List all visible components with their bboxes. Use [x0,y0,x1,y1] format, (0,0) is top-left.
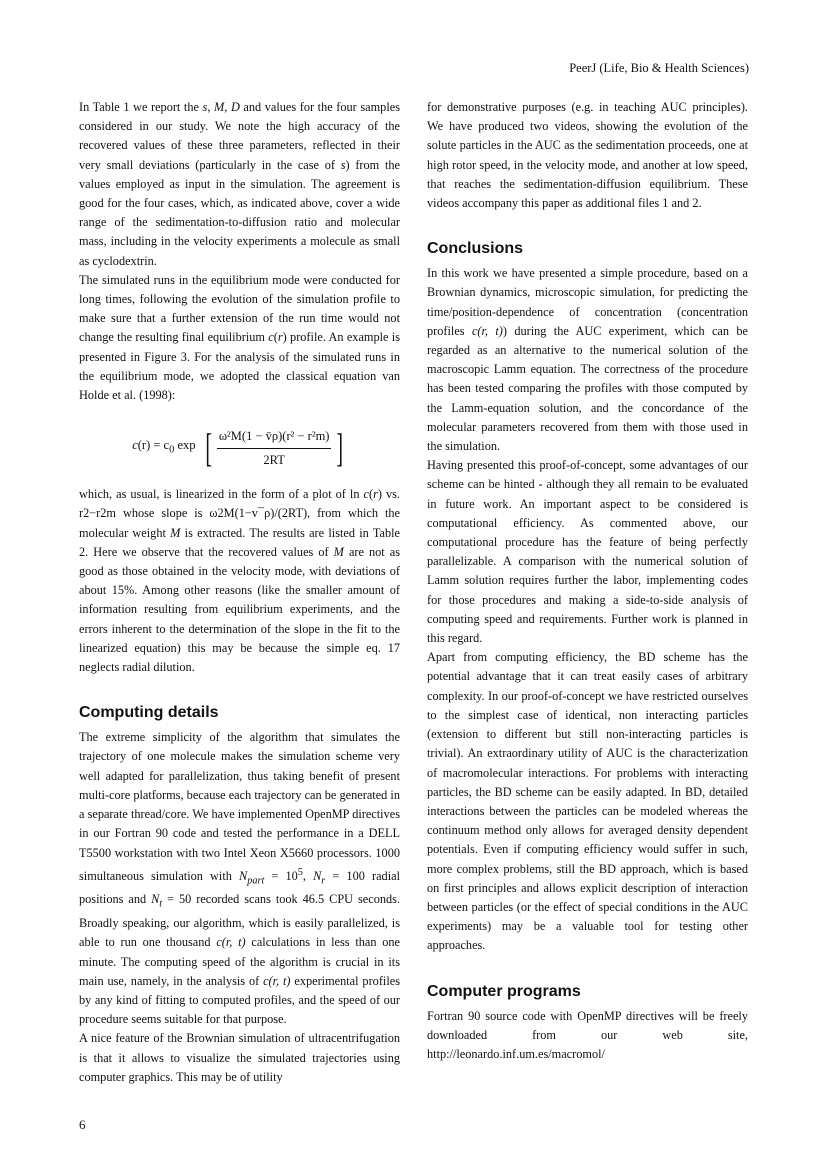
equation-denominator: 2RT [263,452,285,467]
paragraph: In Table 1 we report the s, M, D and values for the four samples considered in our study. We note the high accuracy of the recovered values of these three parameters, reflected in their very small deviations (particularly in the case of s) from the values employed as input in the simulation. The agreement is good for the four cases, which, as indicated above, cover a wide range of the sedimentation-to-diffusion ratio and molecular mass, including in the velocity experiments a molecule as small as cyclodextrin. [79,100,400,268]
paragraph: Fortran 90 source code with OpenMP directives will be freely downloaded from our web site, http://leonardo.inf.um.es/macromol/ [427,1008,748,1061]
paragraph: Apart from computing efficiency, the BD scheme has the potential advantage that it can treat easily cases of arbitrary complexity. In our proof-of-concept we have restricted ourselves to the simplest case of identical, non interacting particles (extension to different but still non-interacting particles is trivial). An extraordinary utility of AUC is the characterization of macromolecular interactions. For problems with interacting particles, the BD scheme can be easily adapted. In BD, detailed interactions between the particles can be modeled whereas the continuum method only allows for averaged density dependent potentials. Even if computing efficiency would suffer in such, more complex problems, still the BD approach, which is based on first principles and allows explicit description of interaction between particles (or the effect of special conditions in the AUC experiments) may be a valuable tool for testing other approaches. [427,650,748,953]
equation-numerator: ω²M(1 − v̄ρ)(r² − r²m) [217,427,332,449]
paragraph: A nice feature of the Brownian simulation of ultracentrifugation is that it allows to visualize the simulated trajectories using computer graphics. This may be of utility [79,1031,400,1084]
equilibrium-equation: $c(r) = c_0$ exp [ $\frac{\text{ω²M(1 − v̄ρ)(r² − r²m)}}{2RT}$ ] [132,425,344,471]
right-column [427,98,748,1064]
paragraph: for demonstrative purposes (e.g. in teaching AUC principles). We have produced two videos, showing the evolution of the solute particles in the AUC as the sedimentation proceeds, one at high rotor speed, in the velocity mode, and another at low speed, that reaches the sedimentation-diffusion equilibrium. These videos accompany this paper as additional files 1 and 2. [427,100,748,211]
paragraph: Having presented this proof-of-concept, some advantages of our scheme can be hinted - although they all remain to be evaluated in future work. An important aspect to be considered is computational efficiency. As commented above, our computational procedure has the feature of being perfectly parallelizable. A comparison with the numerical solution of Lamm solution requires further the labor, implementing codes for those procedures and making a side-to-side analysis of computing speed and requirements. Further work is planned in this regard. [427,458,748,646]
running-head: PeerJ (Life, Bio & Health Sciences) [569,61,749,75]
paragraph: The simulated runs in the equilibrium mode were conducted for long times, following the evolution of the simulation profile to make sure that a further extension of the run time would not change the resulting final equilibrium c(r) profile. An example is presented in Figure 3. For the analysis of the simulated runs in the equilibrium mode, we adopted the classical equation van Holde et al. (1998): [79,272,400,403]
section-heading-computing-details: Computing details [79,704,219,722]
paragraph: which, as usual, is linearized in the form of a plot of ln c(r) vs. r2−r2m whose slope is ω2M(1−v¯ρ)/(2RT), from which the molecular weight M is extracted. The results are listed in Table 2. Here we observe that the recovered values of M are not as good as those obtained in the velocity mode, with deviations of about 15%. Among other reasons (like the smaller amount of information resulting from equilibrium experiments, and the errors inherent to the determination of the slope in the fit to the linearized equation) this may be because the simple eq. 17 neglects radial dilution. [79,487,401,675]
section-heading-computer-programs: Computer programs [427,982,581,1000]
section-heading-conclusions: Conclusions [427,240,524,258]
equation-fraction [217,427,332,470]
page-number: 6 [79,1117,86,1132]
paragraph: In this work we have presented a simple procedure, based on a Brownian dynamics, microscopic simulation, for predicting the time/position-dependence of concentration (concentration profiles c(r, t)) during the AUC experiment, which can be regarded as an alternative to the numerical solution of the macroscopic Lamm equation. The correctness of the procedure has been tested comparing the profiles with those computed by the Lamm-equation solution, and the concordance of the molecular parameters recovered from them with those used in the simulation. [427,266,748,454]
left-column [79,98,400,1087]
paragraph: The extreme simplicity of the algorithm that simulates the trajectory of one molecule makes the simulation scheme very well adapted for parallelization, thus taking benefit of present multi-core platforms, because each trajectory can be generated in a separate thread/core. We have implemented OpenMP directives in our Fortran 90 code and tested the performance in a DELL T5500 workstation with two Intel Xeon X5660 processors. 1000 simultaneous simulation with $N_{part} = 10^5$, $N_r = 100$ radial positions and $N_t = 50$ recorded scans took 46.5 CPU seconds. Broadly speaking, our algorithm, which is easily parallelized, is able to run one thousand c(r, t) calculations in less than one minute. The computing speed of the algorithm is crucial in its main use, namely, in the analysis of c(r, t) experimental profiles by any kind of fitting to computed profiles, and the speed of our procedure seems suitable for that purpose. [79,730,400,1027]
